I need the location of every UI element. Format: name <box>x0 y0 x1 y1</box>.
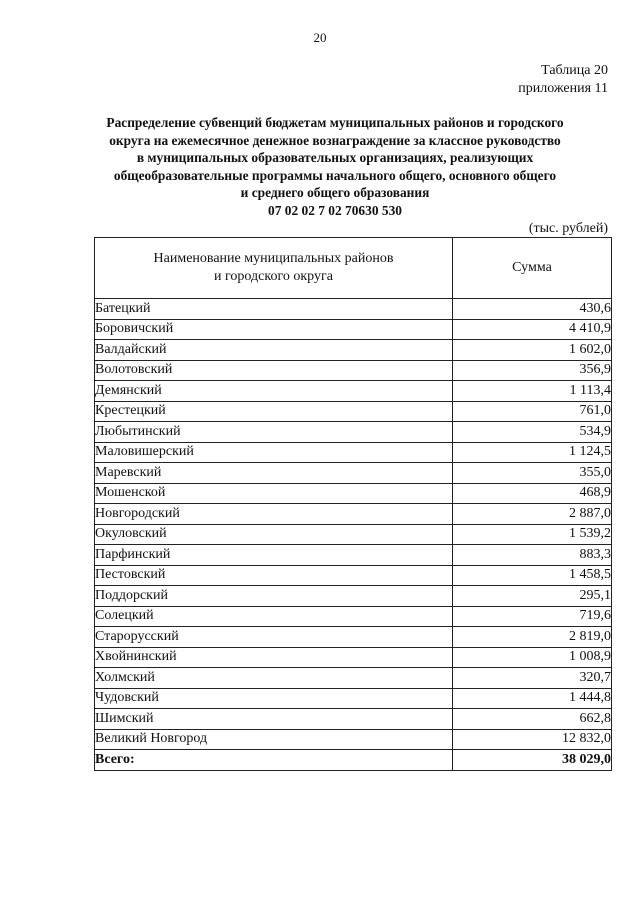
title-line-5: и среднего общего образования <box>240 185 430 200</box>
table-row <box>95 319 612 340</box>
table-row <box>95 606 612 627</box>
table-header-row <box>95 238 612 299</box>
district-name: Маловишерский <box>95 442 453 463</box>
district-name: Валдайский <box>95 340 453 361</box>
district-name: Маревский <box>95 463 453 484</box>
district-amount: 1 113,4 <box>453 381 612 402</box>
district-name: Волотовский <box>95 360 453 381</box>
district-amount: 534,9 <box>453 422 612 443</box>
district-name: Мошенской <box>95 483 453 504</box>
district-amount: 430,6 <box>453 299 612 320</box>
table-row <box>95 647 612 668</box>
table-row <box>95 729 612 750</box>
table-row <box>95 340 612 361</box>
district-name: Крестецкий <box>95 401 453 422</box>
budget-code: 07 02 02 7 02 70630 530 <box>268 202 402 218</box>
header-name <box>95 238 453 299</box>
district-amount: 719,6 <box>453 606 612 627</box>
header-name-line-2: и городского округа <box>214 269 333 284</box>
table-row <box>95 442 612 463</box>
total-row <box>95 750 612 771</box>
district-name: Пестовский <box>95 565 453 586</box>
district-amount: 1 444,8 <box>453 688 612 709</box>
table-row <box>95 360 612 381</box>
district-name: Боровичский <box>95 319 453 340</box>
table-row <box>95 586 612 607</box>
district-name: Поддорский <box>95 586 453 607</box>
district-amount: 1 602,0 <box>453 340 612 361</box>
table-row <box>95 381 612 402</box>
district-amount: 12 832,0 <box>453 729 612 750</box>
table-row <box>95 688 612 709</box>
district-amount: 1 008,9 <box>453 647 612 668</box>
subsidy-table <box>94 237 612 771</box>
table-row <box>95 299 612 320</box>
district-name: Демянский <box>95 381 453 402</box>
district-amount: 355,0 <box>453 463 612 484</box>
header-sum: Сумма <box>453 238 612 299</box>
district-amount: 4 410,9 <box>453 319 612 340</box>
district-amount: 883,3 <box>453 545 612 566</box>
caption-line-1: Таблица 20 <box>541 63 608 78</box>
document-title <box>70 114 600 219</box>
district-name: Холмский <box>95 668 453 689</box>
district-amount: 295,1 <box>453 586 612 607</box>
district-name: Батецкий <box>95 299 453 320</box>
district-name: Новгородский <box>95 504 453 525</box>
units-label: (тыс. рублей) <box>528 221 608 236</box>
table-row <box>95 463 612 484</box>
title-line-1: Распределение субвенций бюджетам муниципальных районов и городского <box>106 115 564 130</box>
title-line-3: в муниципальных образовательных организациях, реализующих <box>136 150 534 165</box>
table-row <box>95 401 612 422</box>
district-amount: 761,0 <box>453 401 612 422</box>
table-row <box>95 545 612 566</box>
total-amount: 38 029,0 <box>453 750 612 771</box>
district-amount: 1 458,5 <box>453 565 612 586</box>
title-line-2: округа на ежемесячное денежное вознаграждение за классное руководство <box>109 132 561 148</box>
district-name: Парфинский <box>95 545 453 566</box>
district-amount: 468,9 <box>453 483 612 504</box>
table-caption <box>518 62 608 98</box>
district-name: Великий Новгород <box>95 729 453 750</box>
page-number: 20 <box>313 30 327 45</box>
district-amount: 356,9 <box>453 360 612 381</box>
district-amount: 662,8 <box>453 709 612 730</box>
caption-line-2: приложения 11 <box>518 81 608 96</box>
district-amount: 2 887,0 <box>453 504 612 525</box>
district-name: Старорусский <box>95 627 453 648</box>
title-line-4: общеобразовательные программы начального общего, основного общего <box>113 167 557 183</box>
table-row <box>95 668 612 689</box>
table-row <box>95 483 612 504</box>
table-row <box>95 524 612 545</box>
district-name: Шимский <box>95 709 453 730</box>
table-row <box>95 504 612 525</box>
district-name: Чудовский <box>95 688 453 709</box>
district-name: Любытинский <box>95 422 453 443</box>
district-amount: 1 124,5 <box>453 442 612 463</box>
district-amount: 320,7 <box>453 668 612 689</box>
total-label: Всего: <box>95 750 453 771</box>
table-row <box>95 422 612 443</box>
table-row <box>95 709 612 730</box>
district-name: Солецкий <box>95 606 453 627</box>
table-row <box>95 565 612 586</box>
district-name: Хвойнинский <box>95 647 453 668</box>
table-row <box>95 627 612 648</box>
district-amount: 1 539,2 <box>453 524 612 545</box>
district-name: Окуловский <box>95 524 453 545</box>
header-name-line-1: Наименование муниципальных районов <box>153 251 394 266</box>
district-amount: 2 819,0 <box>453 627 612 648</box>
